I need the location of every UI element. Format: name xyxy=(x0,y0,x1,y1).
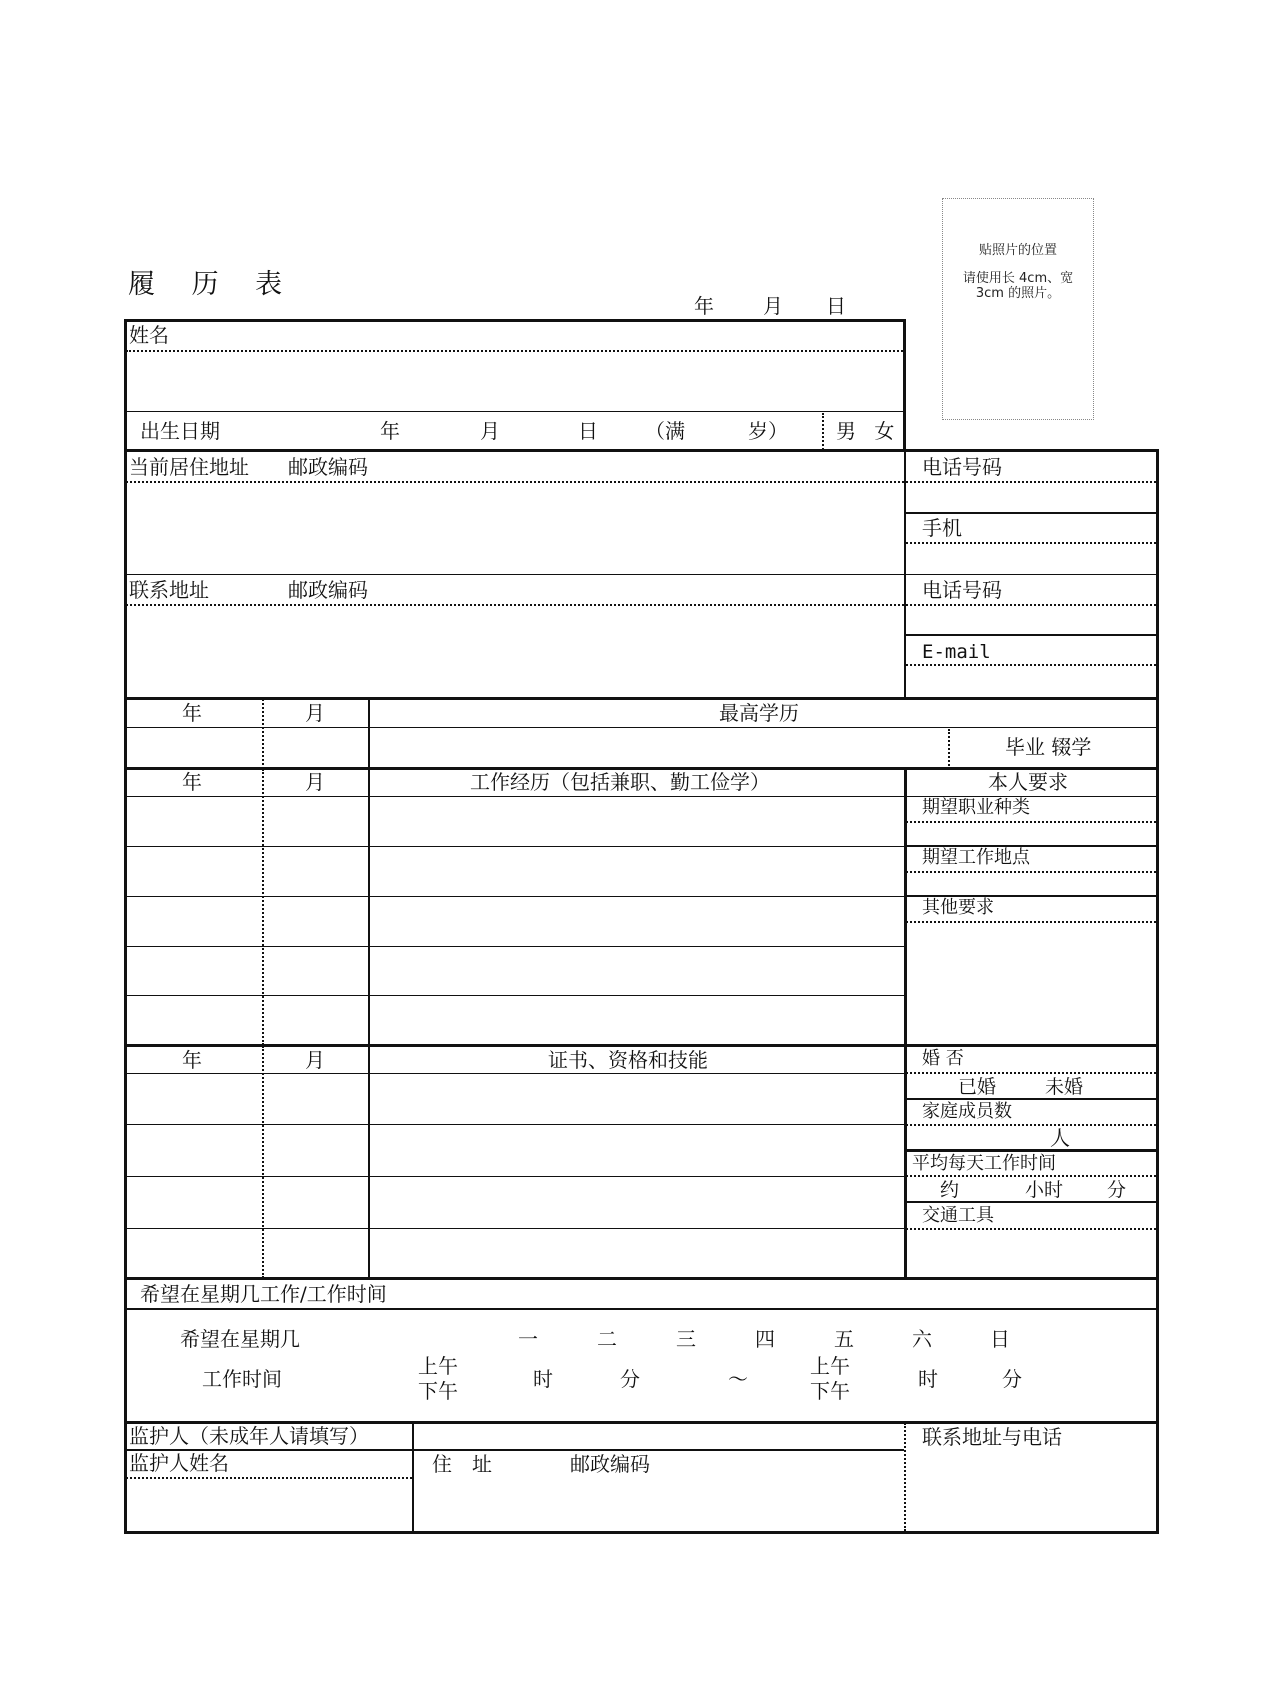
column-divider xyxy=(368,699,370,769)
border-line xyxy=(124,319,905,322)
family-count-unit: 人 xyxy=(1050,1126,1070,1150)
dotted-divider xyxy=(906,1124,1156,1126)
mobile-field[interactable] xyxy=(908,546,1154,571)
mobile-label: 手机 xyxy=(922,516,962,540)
edu-year-header: 年 xyxy=(182,701,202,725)
contact-address-label: 联系地址 xyxy=(129,578,209,602)
cert-month-header: 月 xyxy=(305,1048,325,1072)
birth-date-label: 出生日期 xyxy=(140,419,220,443)
cert-year-header: 年 xyxy=(182,1048,202,1072)
dotted-divider xyxy=(906,1072,1156,1074)
border-line xyxy=(124,767,127,1046)
border-line xyxy=(124,1277,1159,1280)
dotted-divider xyxy=(906,821,1156,823)
marital-status-label: 婚 否 xyxy=(922,1048,964,1069)
dotted-divider xyxy=(262,1046,264,1278)
photo-placeholder[interactable] xyxy=(942,198,1094,420)
highest-education-header: 最高学历 xyxy=(719,701,799,725)
work-history-field[interactable] xyxy=(372,800,902,1040)
gender-options[interactable]: 男 女 xyxy=(836,419,901,443)
guardian-contact-field[interactable] xyxy=(908,1455,1154,1527)
avg-daily-work-time-label: 平均每天工作时间 xyxy=(912,1153,1056,1174)
age-close-label: 岁） xyxy=(748,419,788,443)
certificates-field[interactable] xyxy=(372,1077,902,1273)
unmarried-option[interactable]: 未婚 xyxy=(1045,1076,1084,1098)
work-year-header: 年 xyxy=(182,770,202,794)
end-am-option[interactable]: 上午 xyxy=(810,1354,850,1378)
current-address-label: 当前居住地址 xyxy=(129,455,249,479)
border-line xyxy=(124,1044,1159,1047)
edu-month-header: 月 xyxy=(305,701,325,725)
date-month-label: 月 xyxy=(763,294,783,318)
other-requirements-label: 其他要求 xyxy=(922,897,994,918)
border-line xyxy=(1156,1277,1159,1423)
column-divider xyxy=(368,769,370,1045)
row-divider xyxy=(126,574,1156,575)
day-option-fri[interactable]: 五 xyxy=(834,1327,854,1351)
work-time-label: 工作时间 xyxy=(202,1367,282,1391)
certificates-header: 证书、资格和技能 xyxy=(548,1048,708,1072)
birth-day-label: 日 xyxy=(578,419,598,443)
transportation-field[interactable] xyxy=(908,1232,1154,1274)
minutes-unit: 分 xyxy=(1107,1179,1127,1201)
current-address-field[interactable] xyxy=(130,485,900,571)
dotted-divider xyxy=(126,481,1156,483)
date-year-label: 年 xyxy=(694,294,714,318)
guardian-name-field[interactable] xyxy=(130,1481,408,1527)
row-divider xyxy=(126,1308,1156,1310)
end-pm-option[interactable]: 下午 xyxy=(810,1379,850,1403)
border-line xyxy=(903,319,906,450)
day-option-sun[interactable]: 日 xyxy=(990,1327,1010,1351)
border-line xyxy=(1156,1044,1159,1279)
highest-education-field[interactable] xyxy=(372,731,944,767)
day-option-sat[interactable]: 六 xyxy=(912,1327,932,1351)
end-minute-unit: 分 xyxy=(1002,1367,1022,1391)
desired-job-label: 期望职业种类 xyxy=(922,797,1030,818)
border-line xyxy=(124,319,127,450)
form-title: 履 历 表 xyxy=(128,269,297,300)
row-divider xyxy=(906,634,1156,636)
name-field[interactable] xyxy=(130,353,900,409)
hours-unit: 小时 xyxy=(1025,1179,1064,1201)
dotted-divider xyxy=(906,1228,1156,1230)
border-line xyxy=(1156,1421,1159,1534)
current-postal-label: 邮政编码 xyxy=(288,455,368,479)
guardian-section-label: 监护人（未成年人请填写） xyxy=(129,1424,369,1448)
border-line xyxy=(1156,449,1159,698)
phone-field[interactable] xyxy=(908,485,1154,510)
column-divider xyxy=(412,1423,414,1531)
married-option[interactable]: 已婚 xyxy=(958,1076,997,1098)
contact-postal-label: 邮政编码 xyxy=(288,578,368,602)
work-history-header: 工作经历（包括兼职、勤工俭学） xyxy=(470,770,770,794)
transportation-label: 交通工具 xyxy=(922,1205,994,1226)
dotted-divider xyxy=(822,413,824,450)
email-field[interactable] xyxy=(908,668,1154,694)
guardian-address-label: 住 址 xyxy=(432,1452,492,1476)
day-option-wed[interactable]: 三 xyxy=(676,1327,696,1351)
row-divider xyxy=(906,512,1156,514)
dotted-divider xyxy=(262,769,264,1045)
name-label: 姓名 xyxy=(129,323,169,347)
dotted-divider xyxy=(126,350,903,352)
column-divider xyxy=(904,769,907,1045)
graduate-options[interactable]: 毕业 辍学 xyxy=(1005,735,1092,759)
border-line xyxy=(124,1277,127,1423)
day-option-thu[interactable]: 四 xyxy=(755,1327,775,1351)
dotted-divider xyxy=(906,921,1156,923)
dotted-divider xyxy=(126,1477,412,1479)
schedule-section-label: 希望在星期几工作/工作时间 xyxy=(140,1282,387,1306)
dotted-divider xyxy=(948,729,950,769)
row-divider xyxy=(126,1449,904,1451)
day-option-mon[interactable]: 一 xyxy=(518,1327,538,1351)
family-members-label: 家庭成员数 xyxy=(922,1101,1012,1122)
preferred-days-label: 希望在星期几 xyxy=(180,1327,300,1351)
start-minute-unit: 分 xyxy=(620,1367,640,1391)
photo-hint-size: 请使用长 4cm、宽 3cm 的照片。 xyxy=(962,271,1074,301)
dotted-divider xyxy=(126,604,1156,606)
age-open-label: （满 xyxy=(645,419,685,443)
email-label: E-mail xyxy=(922,641,991,663)
guardian-name-label: 监护人姓名 xyxy=(129,1451,229,1475)
dotted-divider xyxy=(904,1423,906,1531)
dotted-divider xyxy=(906,542,1156,544)
dotted-divider xyxy=(906,664,1156,666)
start-hour-unit: 时 xyxy=(533,1367,553,1391)
contact-address-field[interactable] xyxy=(130,608,900,694)
border-line xyxy=(124,1531,1159,1534)
row-divider xyxy=(126,411,903,412)
guardian-contact-label: 联系地址与电话 xyxy=(922,1425,1062,1449)
birth-year-label: 年 xyxy=(380,419,400,443)
work-month-header: 月 xyxy=(305,770,325,794)
time-range-separator: ～ xyxy=(728,1367,748,1391)
dotted-divider xyxy=(906,871,1156,873)
self-requirements-header: 本人要求 xyxy=(988,770,1068,794)
row-divider xyxy=(126,1073,904,1074)
date-day-label: 日 xyxy=(826,294,846,318)
border-line xyxy=(124,697,127,770)
border-line xyxy=(124,1044,127,1279)
border-line xyxy=(1156,697,1159,770)
border-line xyxy=(1156,767,1159,1046)
contact-phone-label: 电话号码 xyxy=(922,578,1002,602)
guardian-postal-label: 邮政编码 xyxy=(570,1452,650,1476)
day-option-tue[interactable]: 二 xyxy=(597,1327,617,1351)
about-label: 约 xyxy=(940,1179,960,1201)
desired-location-label: 期望工作地点 xyxy=(922,847,1030,868)
birth-month-label: 月 xyxy=(480,419,500,443)
start-am-option[interactable]: 上午 xyxy=(418,1354,458,1378)
border-line xyxy=(124,449,1159,452)
other-requirements-field[interactable] xyxy=(908,925,1154,1040)
column-divider xyxy=(904,1046,907,1278)
dotted-divider xyxy=(262,699,264,769)
row-divider xyxy=(126,727,1156,728)
photo-hint-title: 贴照片的位置 xyxy=(978,243,1057,258)
end-hour-unit: 时 xyxy=(918,1367,938,1391)
border-line xyxy=(124,697,1159,700)
phone-label: 电话号码 xyxy=(922,455,1002,479)
start-pm-option[interactable]: 下午 xyxy=(418,1379,458,1403)
guardian-address-field[interactable] xyxy=(416,1480,900,1527)
column-divider xyxy=(368,1046,370,1278)
